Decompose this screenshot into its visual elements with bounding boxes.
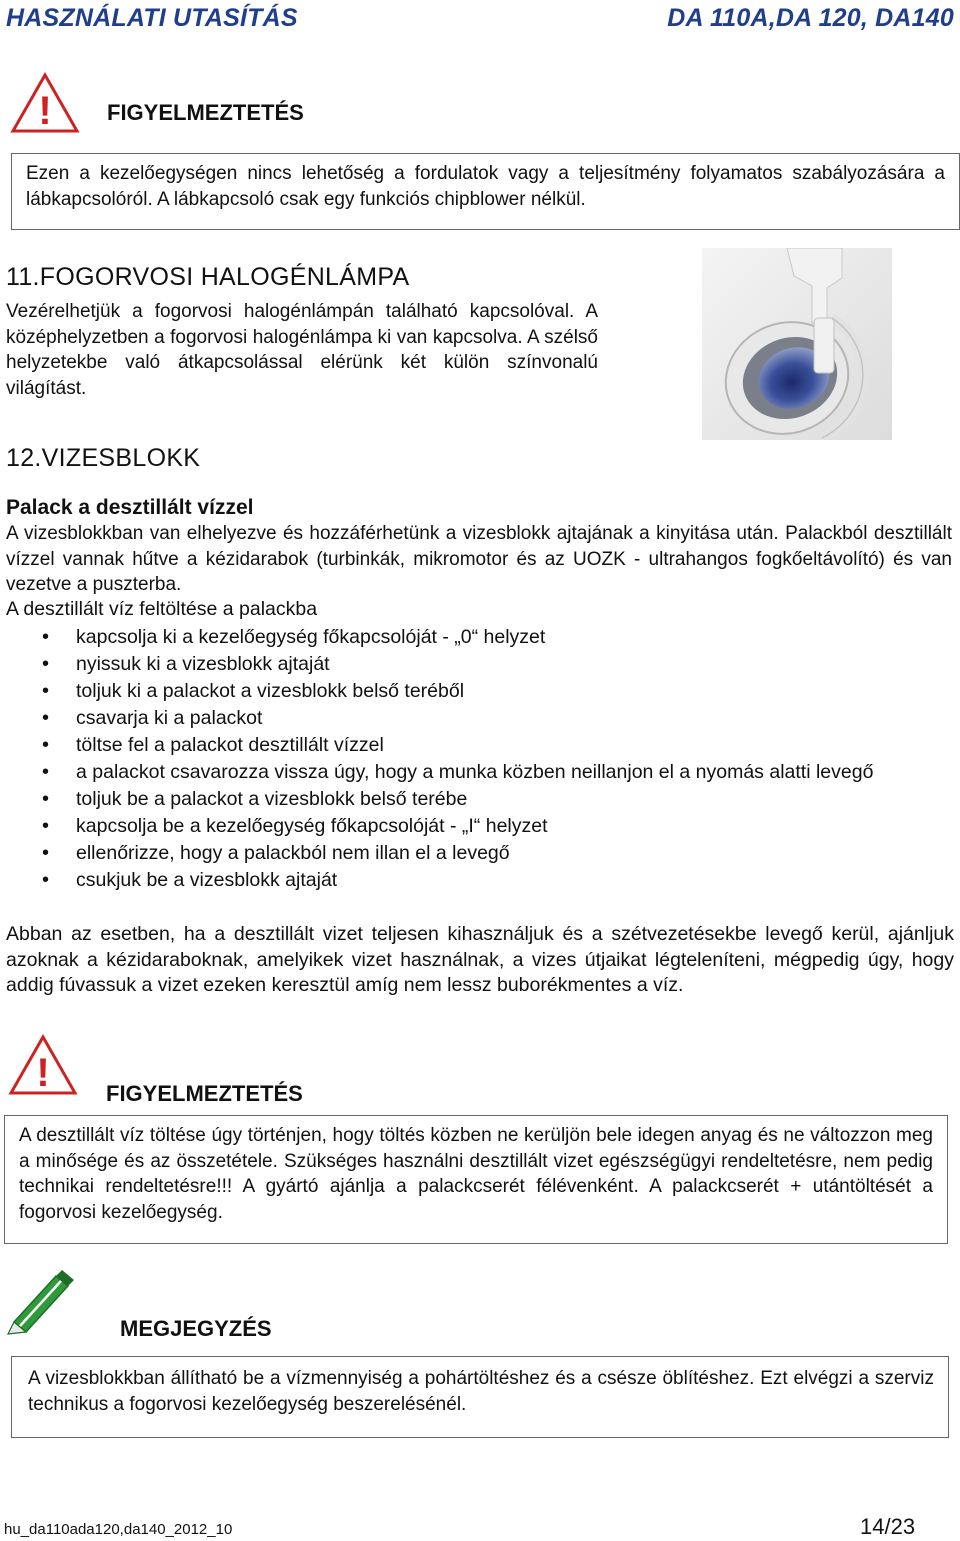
warning-box bbox=[4, 1115, 948, 1244]
list-item: • kapcsolja ki a kezelőegység főkapcsolóját - „0“ helyzet bbox=[6, 624, 946, 651]
note-text: A vizesblokkban állítható be a vízmennyiség a pohártöltéshez és a csésze öblítéshez. Ezt elvégzi a szerviz technikus a fogorvosi kezelőegység beszerelésénél. bbox=[28, 1368, 934, 1415]
list-item: • toljuk ki a palackot a vizesblokk belső teréből bbox=[6, 678, 946, 705]
footer-page-number: 14/23 bbox=[860, 1514, 916, 1539]
warning-box bbox=[11, 153, 960, 230]
list-item: • csavarja ki a palackot bbox=[6, 705, 946, 732]
footer-doc-id: hu_da110ada120,da140_2012_10 bbox=[4, 1521, 233, 1538]
warning-text: A desztillált víz töltése úgy történjen, hogy töltés közben ne kerüljön bele idegen anyag és ne változzon meg a minősége és az összetétele. Szükséges használni desztillált vizet egészségügyi rendeltetésre, nem pedig technikai rendeltetésre!!! A gyártó ajánlja a palackcserét félévenként. A palackcserét + utántöltését a fogorvosi kezelőegység. bbox=[19, 1125, 933, 1223]
warning-triangle-icon bbox=[10, 72, 80, 134]
list-item: • toljuk be a palackot a vizesblokk belső terébe bbox=[6, 786, 946, 813]
section-12-intro bbox=[6, 521, 952, 598]
list-title: A desztillált víz feltöltése a palackba bbox=[6, 598, 318, 620]
subsection-title-bottle: Palack a desztillált vízzel bbox=[6, 496, 254, 519]
list-item: • nyissuk ki a vizesblokk ajtaját bbox=[6, 651, 946, 678]
warning-title: FIGYELMEZTETÉS bbox=[106, 1081, 303, 1106]
section-12-intro-text: A vizesblokkban van elhelyezve és hozzáférhetünk a vizesblokk ajtajának a kinyitása után. Palackból desztillált vízzel vannak hűtve a kézidarabok (turbinkák, mikromotor és az UOZK - ultrahangos fogkőeltávolító) és van vezetve a puszterba. bbox=[6, 523, 952, 595]
list-item: • a palackot csavarozza vissza úgy, hogy a munka közben neillanjon el a nyomás alatti levegő bbox=[6, 759, 946, 786]
list-item: • csukjuk be a vizesblokk ajtaját bbox=[6, 867, 946, 894]
steps-list-container bbox=[6, 624, 946, 894]
section-11-body bbox=[6, 299, 598, 401]
header-title-right: DA 110A,DA 120, DA140 bbox=[667, 4, 954, 32]
svg-text:!: ! bbox=[38, 89, 52, 133]
steps-list bbox=[6, 624, 946, 894]
section-11-text: Vezérelhetjük a fogorvosi halogénlámpán található kapcsolóval. A középhelyzetben a fogorvosi halogénlámpa ki van kapcsolva. A szélső helyzetekbe való átkapcsolással elérünk két külön színvonalú világítást. bbox=[6, 301, 598, 399]
section-12-closing-text: Abban az esetben, ha a desztillált vizet teljesen kihasználjuk és a szétvezetésekbe levegő kerül, ajánljuk azoknak a kézidaraboknak, amelyikek vizet használnak, a vizes útjaikat légteleníteni, mégpedig úgy, hogy addig fúvassuk a vizet ezeken keresztül amíg nem lessz buborékmentes a víz. bbox=[6, 923, 954, 996]
note-box bbox=[11, 1356, 949, 1438]
section-12-closing bbox=[6, 922, 954, 999]
list-item: • töltse fel a palackot desztillált vízzel bbox=[6, 732, 946, 759]
warning-text: Ezen a kezelőegységen nincs lehetőség a fordulatok vagy a teljesítmény folyamatos szabályozására a lábkapcsolóról. A lábkapcsoló csak egy funkciós chipblower nélkül. bbox=[26, 163, 945, 210]
section-title-halogen-lamp: 11.FOGORVOSI HALOGÉNLÁMPA bbox=[6, 263, 410, 291]
list-item: • kapcsolja be a kezelőegység főkapcsolóját - „I“ helyzet bbox=[6, 813, 946, 840]
header-title-left: HASZNÁLATI UTASÍTÁS bbox=[6, 4, 298, 32]
list-item: • ellenőrizze, hogy a palackból nem illan el a levegő bbox=[6, 840, 946, 867]
pencil-note-icon bbox=[4, 1268, 74, 1336]
note-title: MEGJEGYZÉS bbox=[120, 1316, 272, 1341]
section-title-water-block: 12.VIZESBLOKK bbox=[6, 444, 201, 472]
dental-lamp-image bbox=[702, 248, 892, 440]
warning-triangle-icon bbox=[8, 1034, 78, 1096]
warning-title: FIGYELMEZTETÉS bbox=[107, 100, 304, 125]
svg-text:!: ! bbox=[36, 1051, 50, 1095]
